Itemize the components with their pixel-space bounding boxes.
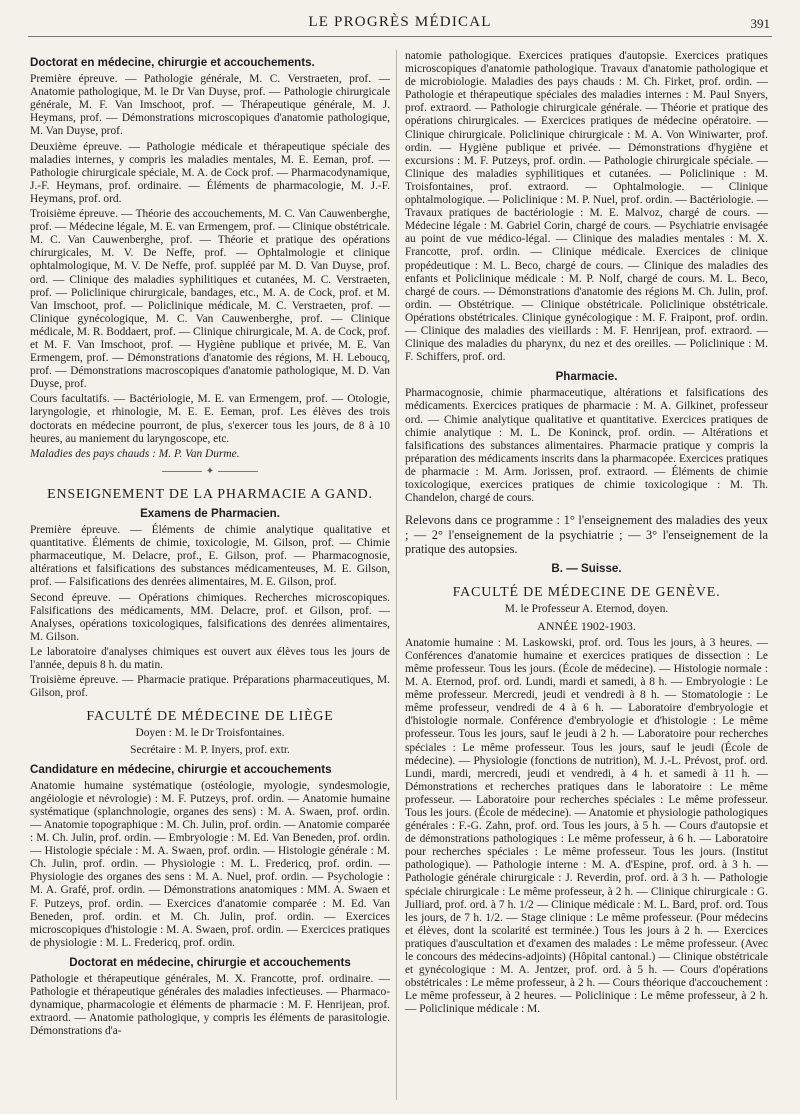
section-heading: B. — Suisse. <box>551 562 622 576</box>
paragraph: Deuxième épreuve. — Pathologie médicale et thérapeutique spéciale des maladies internes, y compris les maladies mentales, M. E. Eeman, prof. — Pathologie chirurgicale spéciale, M. A. de Cock prof. — Pharmacodynamique, J.-F. Heymans, prof. ordinaire. — Éléments de pharmacologie, M. J.-F. Heymans, prof. ord. <box>30 140 390 205</box>
right-column <box>396 50 768 1100</box>
paragraph: Pharmacognosie, chimie pharmaceutique, altérations et falsifications des médicaments. Exercices pratiques de pharmacie : M. A. Gilkinet, professeur ord. — Chimie analytique qualitative et quantitative. Exercices pratiques de chimie analytique : M. L. De Koninck, prof. ordin. — Altérations et falsifications des substances alimentaires. Pharmacie pratique y compris la préparation des médicaments inscrits dans la pharmacopée. Exercices pratiques de pharmacie : M. Arm. Jorissen, prof. extraord. — Éléments de chimie toxicologique, exercices pratiques de chimie toxicologique : M. Th. Chandelon, chargé de cours. <box>405 387 768 505</box>
page-number: 391 <box>750 16 770 31</box>
section-title: FACULTÉ DE MÉDECINE DE LIÈGE <box>86 709 334 725</box>
academic-year: ANNÉE 1902-1903. <box>537 618 636 633</box>
paragraph: Première épreuve. — Éléments de chimie analytique qualitative et quantitative. Éléments de chimie, toxicologie, M. Gilson, prof. — Chimie pharmaceutique, M. Delacre, prof., E. Gilson, prof. — Pharmacognosie, altérations et falsifications des substances médicamenteuses, M. E. Gilson, prof. — Falsifications des denrées alimentaires, M. E. Gilson, prof. <box>30 524 390 589</box>
paragraph: Anatomie humaine : M. Laskowski, prof. ord. Tous les jours, à 3 heures. — Conférences d'anatomie humaine et exercices pratiques de dissection : Le même professeur. Tous les jours. (École de médecine). — Histologie normale : M. A. Eternod, prof. ord. Lundi, mardi et samedi, à 8 h. — Embryologie : Le même professeur. Mercredi, jeudi et vendredi à 8 h. — Stomatologie : Le même professeur, vendredi de 4 à 6 h. — Laboratoire d'embryologie et d'histologie normale. Conférence d'embryologie et d'histologie : Le même professeur. Tous les jours, sauf le jeudi à 2 h. — Laboratoire pour recherches spéciales : Le même professeur. Tous les jours, sauf le jeudi (École de médecine). — Physiologie (fonctions de nutrition), M. J.-L. Prévost, prof. ord. Lundi, mardi, mercredi, jeudi et vendredi, à 4 h. et samedi à 11 h. — Démonstrations et recherches pratiques dans le laboratoire : Le même professeur. — Laboratoire pour recherches spéciales : Le même professeur. Tous les jours. (École de médecine). — Anatomie et physiologie pathologiques générales : F.-G. Zahn, prof. ord. Tous les jours, à 5 h. — Cours d'autopsie et de démonstrations pathologiques : Le même professeur, à 6 h. — Laboratoire pour recherches spéciales : Le même professeur. Tous les jours. (Institut pathologique). — Pathologie interne : M. A. d'Espine, prof. ord. à 3 h. — Pathologie générale chirurgicale : J. Reverdin, prof. ord. à 3 h. — Pathologie spéciale chirurgicale : Le même professeur, à 2 h. — Clinique chirurgicale : G. Julliard, prof. ord. à 7 h. 1/2 — Clinique médicale : M. L. Bard, prof. ord. Tous les jours, de 7 h. 1/2. — Stage clinique : Le même professeur. (Pour médecins et élèves, dont la scolarité est terminée.) Tous les jours à 2 h. — Exercices pratiques d'auscultation et d'examen des malades : Le même professeur. (Avec le concours des médecins-adjoints) (Hôpital cantonal.) — Clinique obstétricale et gynécologique : M. A. Jentzer, prof. ord. à 5 h. — Cours d'opérations obstétricales : Le même professeur, à 2 h. — Cours théorique d'accouchement : Le même professeur, à 2 heures. — Policlinique : Le même professeur, à 2 h. — Policlinique médicale : M. <box>405 636 768 1016</box>
section-heading: Doctorat en médecine, chirurgie et accouchements. <box>30 56 315 69</box>
left-column <box>30 50 390 1100</box>
paragraph: Second épreuve. — Opérations chimiques. Recherches microscopiques. Falsifications des médicaments, MM. Delacre, prof. et Gilson, prof. — Analyses, opérations toxicologiques, falsifications des denrées alimentaires, M. Gilson. <box>30 591 390 643</box>
section-heading: Candidature en médecine, chirurgie et accouchements <box>30 762 332 776</box>
paragraph: Troisième épreuve. — Pharmacie pratique. Préparations pharmaceutiques, M. Gilson, prof. <box>30 674 390 700</box>
paragraph: Anatomie humaine systématique (ostéologie, myologie, syndesmologie, angéiologie et névrologie) : M. F. Putzeys, prof. ordin. — Anatomie humaine systématique (splanchnologie, organes des sens) : M. A. Swaen, prof. ordin. — Anatomie topographique : M. Ch. Julin, prof. ordin. — Anatomie comparée : M. Ch. Julin, prof. ordin. — Embryologie : M. Ed. Van Beneden, prof. ordin. — Histologie spéciale : M. A. Swaen, prof. ordin. — Histologie générale : M. Ch. Julin, prof. ordin. — Physiologie : M. L. Fredericq, prof. ordin. — Physiologie des organes des sens : M. A. Nuel, prof. ordin. — Psychologie : M. A. Grafé, prof. ordin. — Démonstrations anatomiques : MM. A. Swaen et F. Putzeys, prof. ordin. — Exercices d'anatomie comparée : M. Ed. Van Beneden, prof. ordin. et M. Ch. Julin, prof. ordin. — Exercices microscopiques d'histologie : M. A. Swaen, prof. ordin. — Exercices pratiques de physiologie : M. L. Fredericq, prof. ordin. <box>30 779 390 949</box>
section-divider: ✦ <box>30 465 390 478</box>
section-title: ENSEIGNEMENT DE LA PHARMACIE A GAND. <box>47 486 373 502</box>
secretary-line: Secrétaire : M. P. Inyers, prof. extr. <box>130 743 290 756</box>
section-heading: Doctorat en médecine, chirurgie et accouchements <box>69 955 351 969</box>
page-header <box>28 14 772 37</box>
dean-line: Doyen : M. le Dr Troisfontaines. <box>135 727 285 740</box>
paragraph: Pathologie et thérapeutique générales, M. X. Francotte, prof. ordinaire. — Pathologie et thérapeutique générales des maladies infectieuses. — Pharmaco-dynamique, pharmacologie et éléments de pharmacie : M. F. Henrijean, prof. extraord. — Anatomie pathologique, y compris les éléments de parasitologie. Démonstrations d'a- <box>30 973 390 1038</box>
paragraph: Troisième épreuve. — Théorie des accouchements, M. C. Van Cauwenberghe, prof. — Médecine légale, M. E. van Ermengem, prof. — Clinique obstétricale. M. C. Van Cauwenberghe, prof. — Théorie et pratique des opérations chirurgicales, M. V. De Neffe, prof. — Ophtalmologie et clinique ophtalmologique, M. V. De Neffe, prof. suppléé par M. D. Van Duyse, prof. ord. — Clinique des maladies syphilitiques et cutanées, M. C. Verstraeten, prof. — Policlinique chirurgicale, bandages, etc., M. A. de Cock, prof. et M. Van Imschoot, prof. — Policlinique médicale, M. C. Verstraeten, prof. — Clinique gynécologique, M. C. Van Cauwenberghe, prof. — Clinique médicale, M. R. Boddaert, prof. — Clinique chirurgicale, M. A. de Cock, prof. et M. F. Van Imschoot, prof. — Hygiène publique et privée, M. E. Van Ermengem, prof. — Démonstrations d'anatomie des régions, M. H. Leboucq, prof. — Démonstrations macroscopiques d'anatomie pathologique, M. D. Van Duyse, prof. <box>30 208 390 391</box>
paragraph: natomie pathologique. Exercices pratiques d'autopsie. Exercices pratiques microscopiques d'anatomie pathologique. Travaux d'anatomie pathologique et de microbiologie. Maladies des pays chauds : M. Ch. Firket, prof. ordin. — Pathologie et thérapeutique spéciales des maladies internes : M. Paul Snyers, prof. extraord. — Pathologie chirurgicale générale. — Théorie et pratique des opérations chirurgicales. — Exercices pratiques de médecine opératoire. — Clinique chirurgicale. Policlinique chirurgicale : M. A. Von Winiwarter, prof. ordin. — Hygiène publique et privée. — Démonstrations d'hygiène et excursions : M. F. Putzeys, prof. ordin. — Pathologie chirurgicale spéciale. — Clinique des maladies syphilitiques et cutanées. — Policlinique : M. Troisfontaines, prof. extraord. — Ophtalmologie. — Clinique ophtalmologique. — Policlinique : M. P. Nuel, prof. ordin. — Bactériologie. — Travaux pratiques de bactériologie : M. E. Malvoz, chargé de cours. — Médecine légale : M. Gabriel Corin, chargé de cours. — Psychiatrie envisagée au point de vue médico-légal. — Clinique des maladies mentales : M. X. Francotte, prof. ordin. — Clinique médicale. Exercices de clinique propédeutique : M. L. Beco, chargé de cours. — Clinique des maladies des enfants et Policlinique médicale : M. P. Nolf, chargé de cours. M. L. Beco, chargé de cours. — Démonstrations d'anatomie des régions M. Ch. Julin, prof. ordin. — Obstétrique. — Clinique obstétricale. Policlinique obstétricale. Opérations obstétricales. Clinique gynécologique : M. F. Fraipont, prof. ordin. — Clinique des maladies des vieillards : M. F. Henrijean, prof. extraord. — Clinique des maladies du pharynx, du nez et des oreilles. — Policlinique : M. F. Schiffers, prof. ord. <box>405 50 768 364</box>
section-heading: Examens de Pharmacien. <box>140 507 280 520</box>
section-heading: Pharmacie. <box>555 370 618 384</box>
paragraph: Le laboratoire d'analyses chimiques est ouvert aux élèves tous les jours de l'année, depuis 8 h. du matin. <box>30 645 390 672</box>
paragraph: Relevons dans ce programme : 1° l'enseignement des maladies des yeux ; — 2° l'enseignement de la psychiatrie ; — 3° l'enseignement de la pratique des autopsies. <box>405 513 768 556</box>
paragraph: Cours facultatifs. — Bactériologie, M. E. van Ermengem, prof. — Otologie, laryngologie, et rhinologie, M. E. E. Eeman, prof. Les élèves des trois doctorats en médecine pourront, de plus, s'exercer tous les jours, de 8 à 10 heures, au maniement du laryngoscope, etc. <box>30 393 390 445</box>
dean-line: M. le Professeur A. Eternod, doyen. <box>504 602 669 615</box>
journal-title: LE PROGRÈS MÉDICAL <box>308 14 492 30</box>
paragraph: Première épreuve. — Pathologie générale, M. C. Verstraeten, prof. — Anatomie pathologique, M. le Dr Van Duyse, prof. — Pathologie chirurgicale générale, M. F. Van Imschoot, prof. — Thérapeutique générale, M. J. Heymans, prof. — Démonstrations microscopiques d'anatomie pathologique, M. Van Duyse, prof. <box>30 73 390 138</box>
section-title: FACULTÉ DE MÉDECINE DE GENÈVE. <box>452 584 721 600</box>
paragraph: Maladies des pays chauds : M. P. Van Durme. <box>30 447 240 460</box>
